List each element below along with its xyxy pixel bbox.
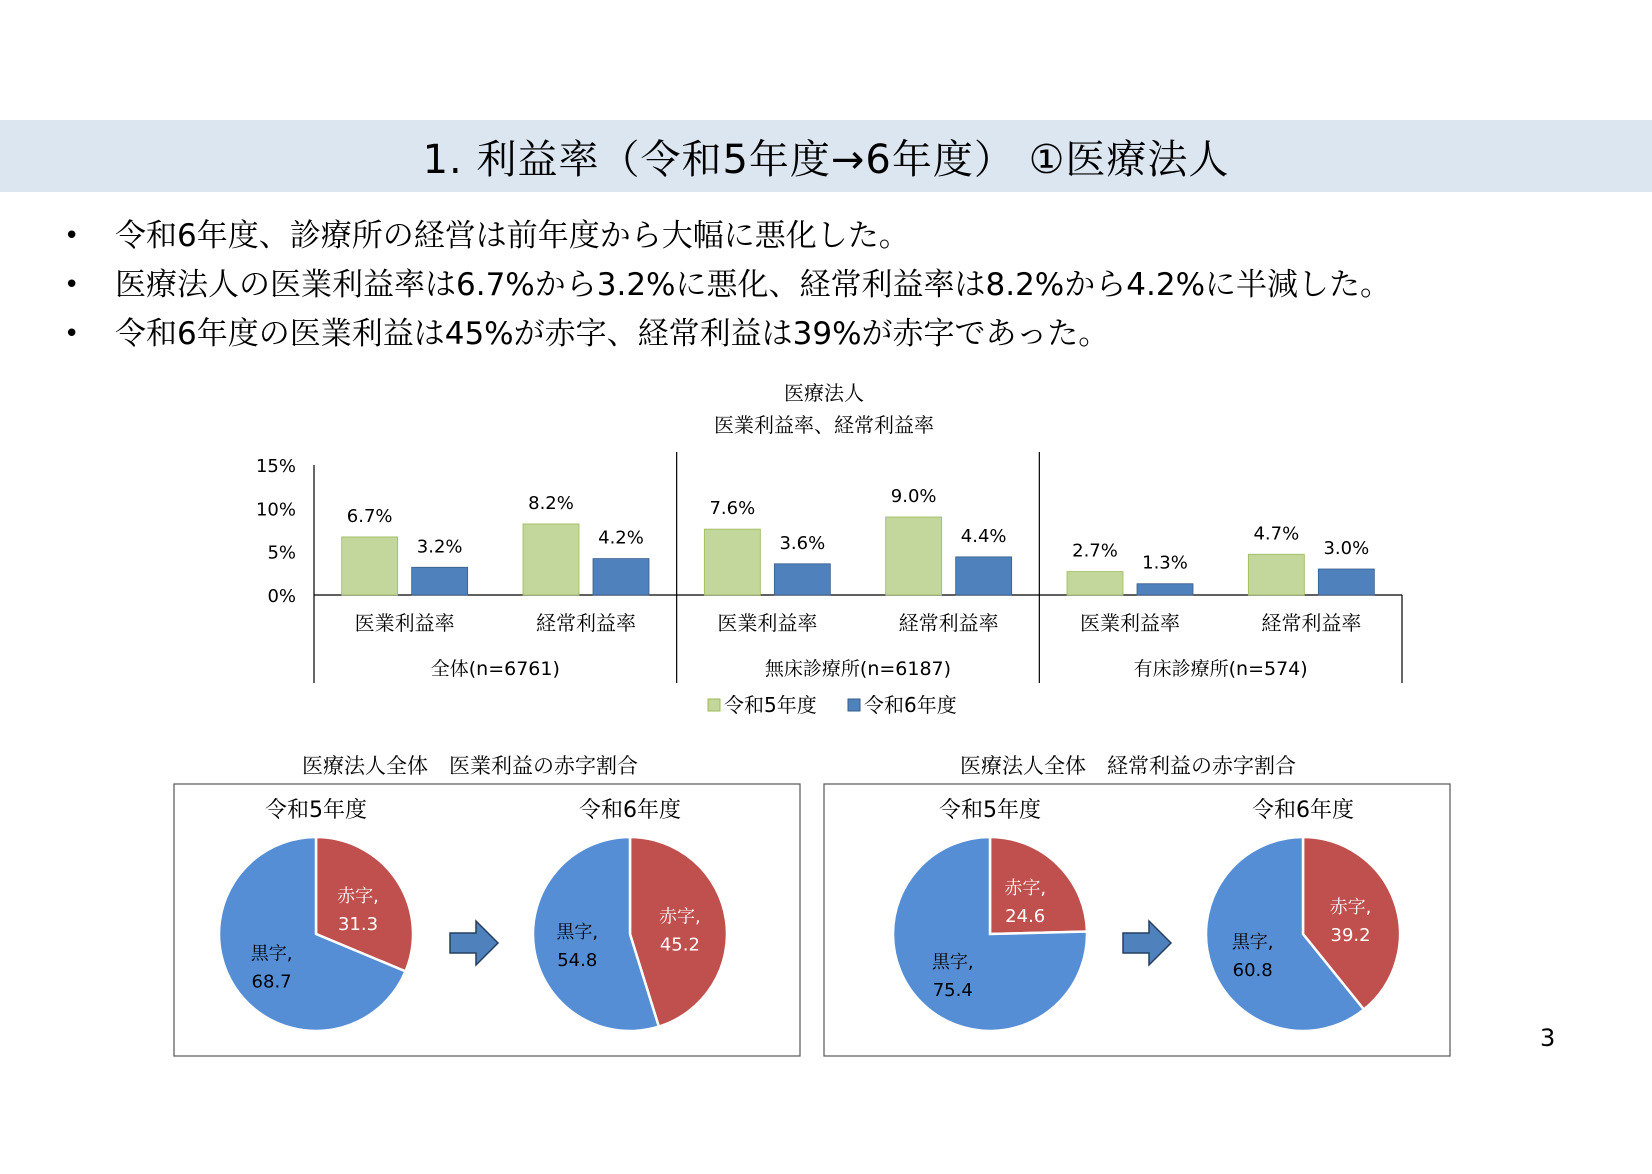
x-category-label: 経常利益率 <box>1261 611 1362 635</box>
pie-panel-title: 医療法人全体 経常利益の赤字割合 <box>960 754 1296 778</box>
bar-data-label: 2.7% <box>1072 540 1118 562</box>
bar-data-label: 8.2% <box>528 492 574 514</box>
pie-year-label: 令和6年度 <box>1252 798 1354 823</box>
pie-slice-value: 31.3 <box>337 914 379 936</box>
bar-data-label: 3.6% <box>779 532 826 554</box>
pie-panel-title: 医療法人全体 医業利益の赤字割合 <box>302 754 638 778</box>
bar-fy5 <box>1248 554 1304 595</box>
bar-fy5 <box>886 517 942 595</box>
bar-fy6 <box>774 564 830 595</box>
pie-slice-value: 39.2 <box>1330 925 1371 947</box>
legend-swatch-fy6 <box>848 699 860 711</box>
legend-label: 令和5年度 <box>724 693 817 717</box>
bar-fy5 <box>704 529 760 595</box>
pie-year-label: 令和5年度 <box>265 798 367 823</box>
x-group-label: 無床診療所(n=6187) <box>764 658 952 680</box>
pie-slice-value: 45.2 <box>659 934 700 956</box>
bar-fy5 <box>1067 572 1123 595</box>
y-tick-label: 10% <box>255 499 296 521</box>
x-category-label: 医業利益率 <box>717 611 818 635</box>
slide-title: 1. 利益率（令和5年度→6年度） ①医療法人 <box>422 136 1230 183</box>
pie-slice-name: 赤字, <box>1004 877 1047 899</box>
bar-data-label: 4.7% <box>1253 523 1300 545</box>
pie-slice-name: 黒字, <box>250 943 293 965</box>
bar-data-label: 3.0% <box>1323 538 1370 559</box>
bar-data-label: 6.7% <box>346 505 393 527</box>
x-category-label: 医業利益率 <box>354 611 455 635</box>
bar-fy6 <box>1137 584 1193 595</box>
bar-fy5 <box>523 524 579 595</box>
bar-data-label: 3.2% <box>416 536 463 558</box>
bar-data-label: 1.3% <box>1142 552 1188 574</box>
pie-slice-name: 黒字, <box>556 922 599 944</box>
bar-fy6 <box>956 557 1012 595</box>
y-tick-label: 0% <box>267 586 296 607</box>
pie-slice-value: 60.8 <box>1232 959 1273 981</box>
bar-fy6 <box>412 567 468 595</box>
arrow-right-icon <box>1123 921 1171 965</box>
y-tick-label: 5% <box>267 542 296 564</box>
x-category-label: 経常利益率 <box>536 611 636 635</box>
pie-slice-value: 75.4 <box>932 980 973 1002</box>
bar-data-label: 4.4% <box>960 525 1007 547</box>
bar-fy5 <box>342 537 398 595</box>
page-number: 3 <box>1540 1024 1556 1052</box>
pie-year-label: 令和5年度 <box>939 798 1041 823</box>
legend-label: 令和6年度 <box>864 693 957 717</box>
y-tick-label: 15% <box>255 456 296 477</box>
pie-slice-name: 黒字, <box>931 952 974 974</box>
bar-data-label: 9.0% <box>890 486 937 507</box>
bar-fy6 <box>1318 569 1374 595</box>
chart-title: 医療法人 <box>784 381 864 405</box>
pie-slice-name: 赤字, <box>659 906 701 928</box>
pie-slice-name: 赤字, <box>1329 897 1372 919</box>
pie-slice-name: 赤字, <box>337 886 379 908</box>
chart-subtitle: 医業利益率、経常利益率 <box>714 413 934 437</box>
bullet-item: • 令和6年度、診療所の経営は前年度から大幅に悪化した。 <box>60 212 1650 261</box>
pie-slice-name: 黒字, <box>1231 931 1274 953</box>
bullet-item: • 医療法人の医業利益率は6.7%から3.2%に悪化、経常利益率は8.2%から4.2%に半減した。 <box>60 261 1650 310</box>
x-group-label: 全体(n=6761) <box>430 658 560 680</box>
x-category-label: 経常利益率 <box>898 611 999 635</box>
pie-year-label: 令和6年度 <box>579 798 681 823</box>
x-category-label: 医業利益率 <box>1080 611 1180 635</box>
bar-fy6 <box>593 559 649 595</box>
bar-data-label: 4.2% <box>598 527 644 549</box>
arrow-right-icon <box>450 921 498 965</box>
pie-slice-value: 24.6 <box>1005 905 1046 927</box>
bullet-item: • 令和6年度の医業利益は45%が赤字、経常利益は39%が赤字であった。 <box>60 310 1650 359</box>
pie-slice-value: 54.8 <box>557 950 598 972</box>
x-group-label: 有床診療所(n=574) <box>1133 658 1308 680</box>
legend-swatch-fy5 <box>708 699 720 711</box>
bar-data-label: 7.6% <box>709 498 756 520</box>
pie-slice-value: 68.7 <box>251 971 292 993</box>
